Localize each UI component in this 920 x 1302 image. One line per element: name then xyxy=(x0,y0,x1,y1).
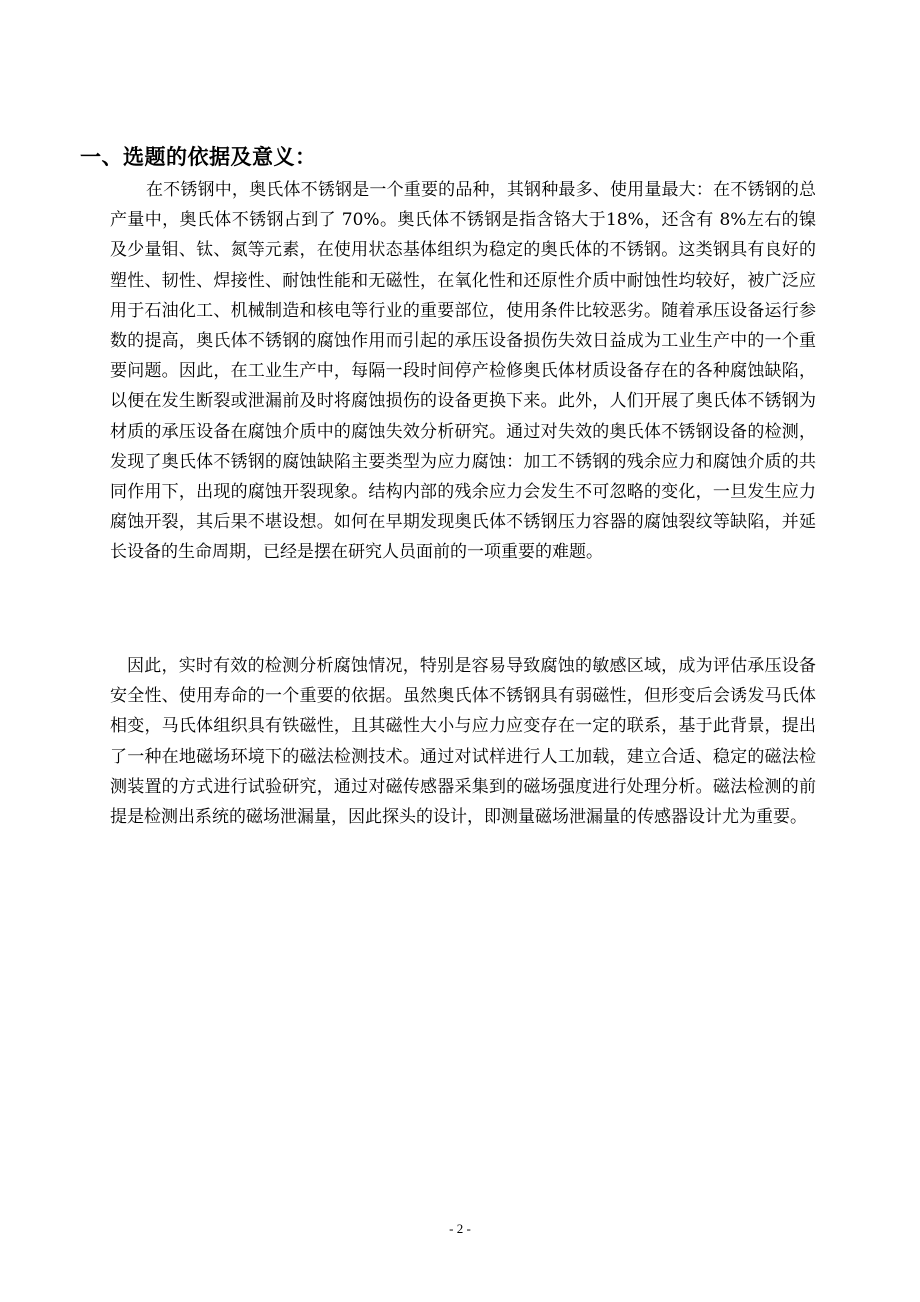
body-paragraph: 因此，实时有效的检测分析腐蚀情况，特别是容易导致腐蚀的敏感区域，成为评估承压设备安全性、使用寿命的一个重要的依据。虽然奥氏体不锈钢具有弱磁性，但形变后会诱发马氏体相变，马氏体组织具有铁磁性，且其磁性大小与应力应变存在一定的联系，基于此背景，提出了一种在地磁场环境下的磁法检测技术。通过对试样进行人工加载，建立合适、稳定的磁法检测装置的方式进行试验研究，通过对磁传感器采集到的磁场强度进行处理分析。磁法检测的前提是检测出系统的磁场泄漏量，因此探头的设计，即测量磁场泄漏量的传感器设计尤为重要。 xyxy=(110,656,816,828)
section-heading: 一、选题的依据及意义： xyxy=(80,145,317,169)
page-number: - 2 - xyxy=(449,1221,471,1236)
body-paragraph: 在不锈钢中，奥氏体不锈钢是一个重要的品种，其钢种最多、使用量最大：在不锈钢的总产量中，奥氏体不锈钢占到了 70%。奥氏体不锈钢是指含铬大于18%，还含有 8%左右的镍及少量钼、钛、氮等元素，在使用状态基体组织为稳定的奥氏体的不锈钢。这类钢具有良好的塑性、韧性、焊接性、耐蚀性能和无磁性，在氧化性和还原性介质中耐蚀性均较好，被广泛应用于石油化工、机械制造和核电等行业的重要部位，使用条件比较恶劣。随着承压设备运行参数的提高，奥氏体不锈钢的腐蚀作用而引起的承压设备损伤失效日益成为工业生产中的一个重要问题。因此，在工业生产中，每隔一段时间停产检修奥氏体材质设备存在的各种腐蚀缺陷，以便在发生断裂或泄漏前及时将腐蚀损伤的设备更换下来。此外，人们开展了奥氏体不锈钢为材质的承压设备在腐蚀介质中的腐蚀失效分析研究。通过对失效的奥氏体不锈钢设备的检测，发现了奥氏体不锈钢的腐蚀缺陷主要类型为应力腐蚀：加工不锈钢的残余应力和腐蚀介质的共同作用下，出现的腐蚀开裂现象。结构内部的残余应力会发生不可忽略的变化，一旦发生应力腐蚀开裂，其后果不堪设想。如何在早期发现奥氏体不锈钢压力容器的腐蚀裂纹等缺陷，并延长设备的生命周期，已经是摆在研究人员面前的一项重要的难题。 xyxy=(110,180,816,563)
